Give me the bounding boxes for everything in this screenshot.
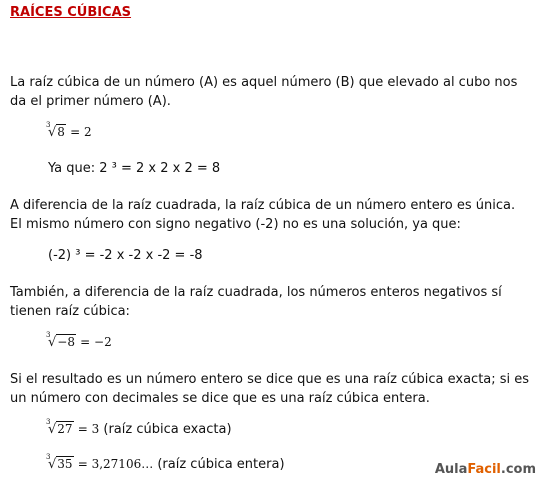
example-cube-root-35: [46, 453, 285, 472]
radical: [46, 331, 76, 350]
page-title: RAÍCES CÚBICAS: [10, 5, 132, 20]
because-line: Ya que: 2 ³ = 2 x 2 x 2 = 8: [48, 161, 221, 176]
logo-suffix: .com: [500, 462, 536, 477]
radical-index: 3: [46, 121, 51, 129]
radical-index: 3: [46, 331, 51, 339]
intro-paragraph: La raíz cúbica de un número (A) es aquel número (B) que elevado al cubo nos da el primer número (A).: [10, 75, 518, 109]
radical: [46, 418, 74, 437]
note: (raíz cúbica exacta): [103, 422, 232, 437]
result: = −2: [80, 335, 112, 349]
result: = 3,27106…: [77, 457, 154, 471]
example-cube-root-8: [46, 121, 92, 140]
radical: [46, 453, 74, 472]
logo-part2: Facil: [467, 462, 501, 477]
example-cube-root-27: [46, 418, 232, 437]
radicand: 27: [57, 422, 73, 436]
radical-sign-icon: √: [48, 335, 57, 350]
note: (raíz cúbica entera): [157, 457, 285, 472]
radical-index: 3: [46, 453, 51, 461]
result: = 2: [70, 125, 92, 139]
radicand: 35: [57, 457, 73, 471]
difference-paragraph: A diferencia de la raíz cuadrada, la raíz cúbica de un número entero es única. El mismo número con signo negativo (-2) no es una solución, ya que:: [10, 198, 516, 232]
radical: [46, 121, 66, 140]
radical-sign-icon: √: [48, 422, 57, 437]
logo-part1: Aula: [434, 462, 468, 477]
radicand: 8: [57, 125, 65, 139]
radicand: −8: [57, 335, 75, 349]
radical-sign-icon: √: [48, 457, 57, 472]
radical-sign-icon: √: [48, 125, 57, 140]
exact-vs-entera-paragraph: Si el resultado es un número entero se dice que es una raíz cúbica exacta; si es un número con decimales se dice que es una raíz cúbica entera.: [10, 372, 530, 406]
result: = 3: [77, 422, 100, 436]
negative-paragraph: También, a diferencia de la raíz cuadrada, los números enteros negativos sí tienen raíz cúbica:: [10, 285, 502, 319]
radical-index: 3: [46, 418, 51, 426]
aulafacil-logo: [435, 462, 536, 477]
example-cube-root-neg8: [46, 331, 112, 350]
negative-check-line: (-2) ³ = -2 x -2 x -2 = -8: [48, 248, 203, 263]
